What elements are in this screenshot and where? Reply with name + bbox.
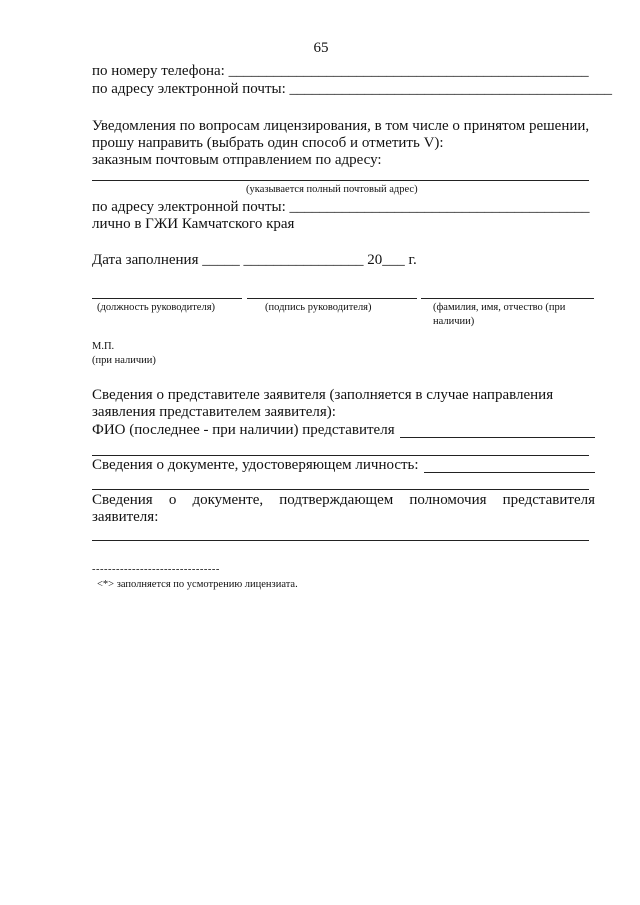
fullname-underline (421, 298, 594, 299)
authority-underline (92, 540, 589, 541)
stamp-mp: М.П. (92, 341, 115, 352)
address-underline (92, 180, 589, 181)
representative-fio-label: ФИО (последнее - при наличии) представителя (92, 422, 395, 438)
position-underline (92, 298, 242, 299)
page-number: 65 (313, 40, 329, 56)
fullname-caption-2: наличии) (433, 316, 475, 327)
id-document-underline-2 (92, 489, 589, 490)
phone-line: по номеру телефона: ________________________________________________ (92, 63, 589, 79)
notify-text-3: заказным почтовым отправлением по адресу: (92, 152, 382, 168)
notify-text-1: Уведомления по вопросам лицензирования, в том числе о принятом решении, (92, 118, 590, 134)
fio-underline (400, 437, 595, 438)
date-line: Дата заполнения _____ ________________ 20___ г. (92, 252, 417, 268)
authority-text-2: заявителя: (92, 509, 159, 525)
footnote-separator: -------------------------------- (92, 564, 220, 575)
footnote-text: <*> заполняется по усмотрению лицензиата. (97, 579, 298, 590)
position-caption: (должность руководителя) (97, 302, 216, 313)
address-hint: (указывается полный почтовый адрес) (246, 184, 418, 195)
authority-text-1: Сведения о документе, подтверждающем полномочия представителя (92, 492, 595, 508)
in-person-option: лично в ГЖИ Камчатского края (92, 216, 295, 232)
id-document-underline (424, 472, 595, 473)
fio-underline-2 (92, 455, 589, 456)
fullname-caption-1: (фамилия, имя, отчество (при (433, 302, 566, 313)
representative-intro-1: Сведения о представителе заявителя (заполняется в случае направления (92, 387, 554, 403)
signature-caption: (подпись руководителя) (265, 302, 372, 313)
notify-text-2: прошу направить (выбрать один способ и отметить V): (92, 135, 444, 151)
email-line-bottom: по адресу электронной почты: ________________________________________ (92, 199, 590, 215)
email-line-top: по адресу электронной почты: ___________________________________________ (92, 81, 613, 97)
stamp-if-any: (при наличии) (92, 355, 156, 366)
signature-underline (247, 298, 417, 299)
representative-intro-2: заявления представителем заявителя): (92, 404, 336, 420)
id-document-label: Сведения о документе, удостоверяющем личность: (92, 457, 419, 473)
